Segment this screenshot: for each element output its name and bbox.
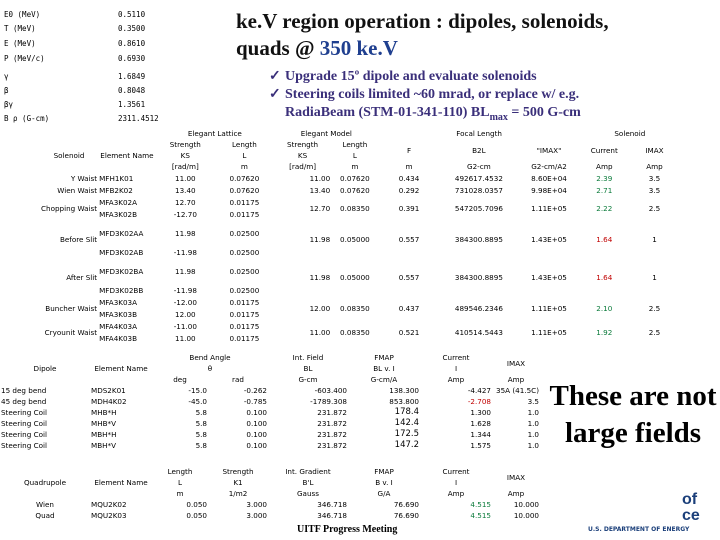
table-cell: 2.10: [596, 303, 613, 313]
table-cell: 11.00: [175, 333, 196, 343]
check-icon: ✓: [269, 87, 281, 102]
column-header: Element Name: [94, 478, 148, 487]
check-icon: ✓: [269, 69, 281, 84]
table-cell: 0.292: [398, 185, 420, 195]
table-cell: 11.00: [309, 327, 331, 337]
table-cell: 147.2: [394, 440, 419, 450]
column-header: Int. Field: [292, 353, 324, 362]
column-header: FMAP: [374, 353, 394, 362]
table-cell: 4.515: [470, 511, 491, 520]
param-value: 0.5110: [118, 10, 146, 19]
group-header: Solenoid: [614, 129, 646, 138]
table-cell: -12.70: [173, 209, 197, 219]
table-cell: 1.575: [470, 441, 491, 450]
bullet-item: [269, 68, 581, 86]
table-cell: 13.40: [175, 185, 196, 195]
column-header: BL v. I: [373, 364, 395, 373]
column-header: K1: [233, 478, 243, 487]
table-cell: MFA3K03A: [99, 297, 138, 307]
table-cell: 0.07620: [229, 173, 260, 183]
column-header: KS: [297, 151, 308, 160]
table-cell: 11.98: [309, 272, 331, 282]
table-cell: 5.8: [195, 441, 207, 450]
table-cell: 1.0: [527, 441, 539, 450]
table-cell: 410514.5443: [454, 327, 503, 337]
param-label: E (MeV): [4, 39, 36, 48]
unit-label: deg: [173, 375, 187, 384]
column-header: I: [454, 364, 458, 373]
column-header: "IMAX": [536, 145, 562, 155]
table-cell: -11.00: [173, 321, 197, 331]
column-header: IMAX: [645, 145, 664, 155]
param-label: E0 (MeV): [4, 10, 41, 19]
table-cell: MBH*H: [91, 430, 117, 439]
table-cell: MFD3K02AB: [99, 247, 144, 257]
table-cell: 2.5: [648, 303, 661, 313]
table-cell: 489546.2346: [454, 303, 503, 313]
table-cell: 0.100: [246, 408, 267, 417]
unit-label: m: [240, 162, 248, 171]
table-cell: Quad: [35, 511, 55, 520]
column-header: BL: [303, 364, 313, 373]
column-header: L: [177, 478, 182, 487]
unit-label: m: [176, 489, 184, 498]
table-cell: 45 deg bend: [1, 397, 47, 406]
table-cell: 384300.8895: [454, 234, 503, 244]
table-cell: 0.01175: [229, 321, 260, 331]
table-cell: MFD3K02AA: [99, 228, 144, 238]
table-cell: 1.11E+05: [531, 327, 567, 337]
table-cell: 2.39: [596, 173, 613, 183]
table-cell: 0.07620: [340, 185, 370, 195]
table-cell: 0.08350: [340, 203, 370, 213]
table-cell: 5.8: [195, 408, 207, 417]
table-cell: 0.02500: [229, 266, 260, 276]
table-cell: 12.00: [175, 309, 196, 319]
bullet-item: [269, 86, 581, 104]
unit-label: G-cm/A: [370, 375, 398, 384]
table-row: [40, 184, 680, 196]
table-cell: MHB*V: [91, 419, 117, 428]
table-cell: 172.5: [394, 429, 419, 439]
table-cell: -4.427: [467, 386, 491, 395]
unit-label: 1/m2: [228, 489, 248, 498]
column-header: B2L: [472, 145, 486, 155]
unit-label: Amp: [507, 489, 525, 498]
table-cell: 3.5: [648, 185, 661, 195]
title-line-1: ke.V region operation : dipoles, solenoids,: [236, 9, 609, 33]
table-cell: 3.000: [246, 500, 267, 509]
param-value: 0.3500: [118, 24, 146, 33]
table-cell: 0.100: [246, 419, 267, 428]
column-header: Strength: [287, 140, 319, 149]
param-value: 1.3561: [118, 100, 146, 109]
unit-label: rad: [232, 375, 244, 384]
table-cell: 1.43E+05: [531, 272, 567, 282]
column-header: Dipole: [33, 364, 57, 373]
table-cell: 0.521: [398, 327, 420, 337]
table-cell: -11.98: [173, 285, 197, 295]
table-cell: MBH*V: [91, 441, 117, 450]
table-cell: 492617.4532: [454, 173, 503, 183]
table-cell: 346.718: [317, 500, 347, 509]
table-cell: MQU2K02: [91, 500, 127, 509]
table-cell: 2.5: [648, 203, 661, 213]
param-label: P (MeV/c): [4, 54, 45, 63]
table-cell: -603.400: [314, 386, 347, 395]
table-cell: 0.391: [398, 203, 420, 213]
table-cell: 0.01175: [229, 197, 260, 207]
table-cell: 0.050: [186, 500, 207, 509]
param-label: B ρ (G-cm): [4, 114, 50, 123]
table-cell: Steering Coil: [1, 419, 47, 428]
param-value: 2311.4512: [118, 114, 159, 123]
table-row: [0, 429, 540, 440]
beam-parameters: [0, 10, 180, 123]
table-cell: 2.5: [648, 327, 661, 337]
table-cell: 1.64: [596, 272, 613, 282]
table-cell: -0.785: [243, 397, 267, 406]
table-cell: -45.0: [188, 397, 207, 406]
table-cell: -11.98: [173, 247, 197, 257]
group-header: Focal Length: [456, 129, 502, 138]
column-header: KS: [180, 151, 190, 160]
param-label: T (MeV): [4, 24, 36, 33]
column-header: Strength: [169, 140, 201, 149]
column-header: B v. I: [375, 478, 393, 487]
unit-label: Amp: [447, 375, 465, 384]
table-cell: MFH1K01: [99, 173, 134, 183]
table-cell: 0.07620: [340, 173, 370, 183]
table-cell: 1.0: [527, 419, 539, 428]
table-cell: -1789.308: [310, 397, 347, 406]
table-cell: 384300.8895: [454, 272, 503, 282]
column-header: Current: [442, 353, 470, 362]
unit-label: G-cm: [298, 375, 318, 384]
param-value: 0.6930: [118, 54, 146, 63]
table-cell: 0.05000: [340, 234, 370, 244]
unit-label: [rad/m]: [171, 162, 199, 171]
table-cell: 12.00: [309, 303, 331, 313]
unit-label: Gauss: [296, 489, 320, 498]
table-cell: 8.60E+04: [531, 173, 567, 183]
table-cell: 0.05000: [340, 272, 370, 282]
bullet-item: [285, 104, 581, 127]
table-cell: 0.01175: [229, 297, 260, 307]
table-cell: 12.70: [175, 197, 196, 207]
bullet-subscript: max: [489, 111, 508, 123]
table-cell: 1.0: [527, 430, 539, 439]
table-cell: 10.000: [513, 511, 539, 520]
table-cell: Cryounit Waist: [44, 327, 98, 337]
bullet-text: RadiaBeam (STM-01-341-110) BL: [285, 105, 490, 120]
group-header: Elegant Lattice: [187, 129, 242, 138]
column-header: Quadrupole: [23, 478, 67, 487]
callout-text: These are not large fields: [549, 380, 717, 449]
table-cell: 547205.7096: [454, 203, 503, 213]
table-cell: 11.98: [309, 234, 331, 244]
table-cell: Steering Coil: [1, 430, 47, 439]
table-cell: 0.557: [398, 234, 420, 244]
unit-label: G2-cm: [467, 162, 491, 171]
column-header: Solenoid: [53, 151, 85, 160]
table-row: [40, 320, 680, 332]
column-header: I: [454, 478, 458, 487]
table-cell: 76.690: [393, 511, 419, 520]
table-cell: 0.07620: [229, 185, 260, 195]
table-cell: 12.70: [309, 203, 331, 213]
table-row: [40, 258, 680, 284]
column-header: L: [352, 151, 357, 160]
doe-label: U.S. DEPARTMENT OF ENERGY: [588, 526, 690, 533]
table-cell: 1.300: [470, 408, 491, 417]
table-cell: 10.000: [513, 500, 539, 509]
title-line-2: quads @: [236, 36, 320, 60]
table-cell: 231.872: [317, 441, 347, 450]
table-cell: MFA4K03A: [99, 321, 138, 331]
table-cell: 5.8: [195, 430, 207, 439]
unit-label: Amp: [596, 162, 613, 171]
quadrupole-table: [0, 466, 540, 521]
table-cell: MDS2K01: [91, 386, 126, 395]
table-cell: 231.872: [317, 408, 347, 417]
table-cell: 0.557: [398, 272, 420, 282]
column-header: FMAP: [374, 467, 394, 476]
table-row: [0, 418, 540, 429]
table-cell: 11.00: [175, 173, 196, 183]
column-header: B'L: [302, 478, 314, 487]
unit-label: [rad/m]: [289, 162, 317, 171]
table-cell: MFD3K02BA: [99, 266, 144, 276]
table-cell: 9.98E+04: [531, 185, 567, 195]
column-header: Length: [167, 467, 193, 476]
table-cell: -15.0: [188, 386, 207, 395]
table-cell: MFD3K02BB: [99, 285, 144, 295]
unit-label: Amp: [447, 489, 465, 498]
unit-label: Amp: [507, 375, 525, 384]
table-cell: Wien: [36, 500, 54, 509]
table-cell: 731028.0357: [454, 185, 503, 195]
table-row: [0, 440, 540, 451]
unit-label: m: [405, 162, 413, 171]
column-header: Element Name: [100, 151, 154, 160]
table-cell: 0.434: [398, 173, 420, 183]
table-cell: 0.08350: [340, 327, 370, 337]
table-cell: MQU2K03: [91, 511, 127, 520]
table-cell: Buncher Waist: [45, 303, 98, 313]
table-cell: 0.01175: [229, 309, 260, 319]
table-cell: MDH4K02: [91, 397, 127, 406]
dipole-table: [0, 352, 540, 451]
table-cell: MHB*H: [91, 408, 117, 417]
table-row: [0, 385, 540, 396]
table-cell: MFA4K03B: [99, 333, 138, 343]
table-cell: Steering Coil: [1, 441, 47, 450]
table-cell: 1.11E+05: [531, 303, 567, 313]
table-cell: 13.40: [309, 185, 331, 195]
table-cell: 1.92: [596, 327, 613, 337]
param-label: γ: [4, 72, 9, 81]
table-cell: 2.22: [596, 203, 613, 213]
table-row: [0, 499, 540, 510]
column-header: L: [242, 151, 247, 160]
table-cell: MFA3K03B: [99, 309, 138, 319]
table-cell: 142.4: [394, 418, 419, 428]
table-row: [40, 172, 680, 184]
table-cell: 231.872: [317, 430, 347, 439]
table-cell: 4.515: [470, 500, 491, 509]
table-cell: 1: [652, 234, 657, 244]
title-energy: 350 ke.V: [319, 36, 398, 60]
table-cell: Wien Waist: [57, 185, 98, 195]
param-label: β: [4, 86, 9, 95]
table-cell: 0.100: [246, 430, 267, 439]
column-header: IMAX: [506, 472, 526, 482]
table-cell: 1: [652, 272, 657, 282]
table-cell: 0.050: [186, 511, 207, 520]
table-cell: MFA3K02B: [99, 209, 138, 219]
param-value: 0.8610: [118, 39, 146, 48]
table-row: [40, 196, 680, 208]
table-row: [0, 510, 540, 521]
table-cell: 1.344: [470, 430, 491, 439]
table-cell: 15 deg bend: [1, 386, 47, 395]
table-cell: 5.8: [195, 419, 207, 428]
column-header: θ: [207, 364, 213, 373]
bullet-list: [269, 68, 581, 127]
table-cell: Y Waist: [70, 173, 98, 183]
bullet-text: Steering coils limited ~60 mrad, or replace w/ e.g.: [285, 87, 580, 102]
table-row: [0, 396, 540, 407]
column-header: Length: [342, 140, 368, 149]
table-cell: 1.628: [470, 419, 491, 428]
table-cell: 0.08350: [340, 303, 370, 313]
column-header: Int. Gradient: [285, 467, 331, 476]
table-cell: 0.01175: [229, 209, 260, 219]
unit-label: G/A: [377, 489, 391, 498]
table-cell: 3.5: [527, 397, 539, 406]
table-cell: 1.64: [596, 234, 613, 244]
table-cell: 0.437: [398, 303, 420, 313]
table-cell: MFA3K02A: [99, 197, 138, 207]
table-cell: 1.0: [527, 408, 539, 417]
table-cell: 0.02500: [229, 228, 260, 238]
table-cell: -12.00: [173, 297, 197, 307]
table-cell: -2.708: [467, 397, 491, 406]
unit-label: m: [351, 162, 359, 171]
table-cell: 853.800: [389, 397, 419, 406]
footer-text: UITF Progress Meeting: [297, 524, 398, 535]
table-cell: 346.718: [317, 511, 347, 520]
table-cell: 11.98: [175, 228, 196, 238]
table-cell: 35A (41.5C): [496, 386, 539, 395]
slide-title: [236, 8, 706, 62]
unit-label: Amp: [646, 162, 663, 171]
table-cell: 2.71: [596, 185, 613, 195]
table-cell: 0.02500: [229, 247, 260, 257]
table-cell: 1.11E+05: [531, 203, 567, 213]
table-cell: 3.000: [246, 511, 267, 520]
table-cell: 1.43E+05: [531, 234, 567, 244]
table-cell: 76.690: [393, 500, 419, 509]
table-cell: 0.02500: [229, 285, 260, 295]
bullet-text: Upgrade 15º dipole and evaluate solenoids: [285, 69, 537, 84]
column-header: Current: [442, 467, 470, 476]
column-header: Element Name: [94, 364, 148, 373]
table-row: [40, 296, 680, 308]
column-header: IMAX: [506, 358, 526, 368]
bullet-text: = 500 G-cm: [507, 105, 581, 120]
group-header: Elegant Model: [300, 129, 352, 138]
table-cell: 11.98: [175, 266, 196, 276]
table-cell: 231.872: [317, 419, 347, 428]
table-cell: -0.262: [243, 386, 267, 395]
column-header: Length: [232, 140, 257, 149]
column-header: Strength: [222, 467, 254, 476]
param-label: βγ: [4, 100, 14, 109]
table-cell: 0.01175: [229, 333, 260, 343]
table-row: [0, 407, 540, 418]
table-cell: 138.300: [389, 386, 419, 395]
table-cell: Chopping Waist: [41, 203, 98, 213]
param-value: 1.6849: [118, 72, 146, 81]
table-cell: Steering Coil: [1, 408, 47, 417]
solenoid-table: [40, 128, 680, 344]
table-cell: 178.4: [394, 407, 419, 417]
param-value: 0.8048: [118, 86, 146, 95]
table-cell: MFB2K02: [99, 185, 133, 195]
unit-label: G2-cm/A2: [531, 162, 567, 171]
column-header: Bend Angle: [189, 353, 231, 362]
table-cell: 11.00: [309, 173, 331, 183]
table-cell: 3.5: [648, 173, 661, 183]
column-header: F: [406, 145, 412, 155]
table-row: [40, 220, 680, 246]
table-cell: Before Slit: [59, 234, 98, 244]
column-header: Current: [590, 145, 618, 155]
table-cell: 0.100: [246, 441, 267, 450]
lab-logo: of ce: [682, 491, 700, 524]
table-cell: After Slit: [66, 272, 98, 282]
